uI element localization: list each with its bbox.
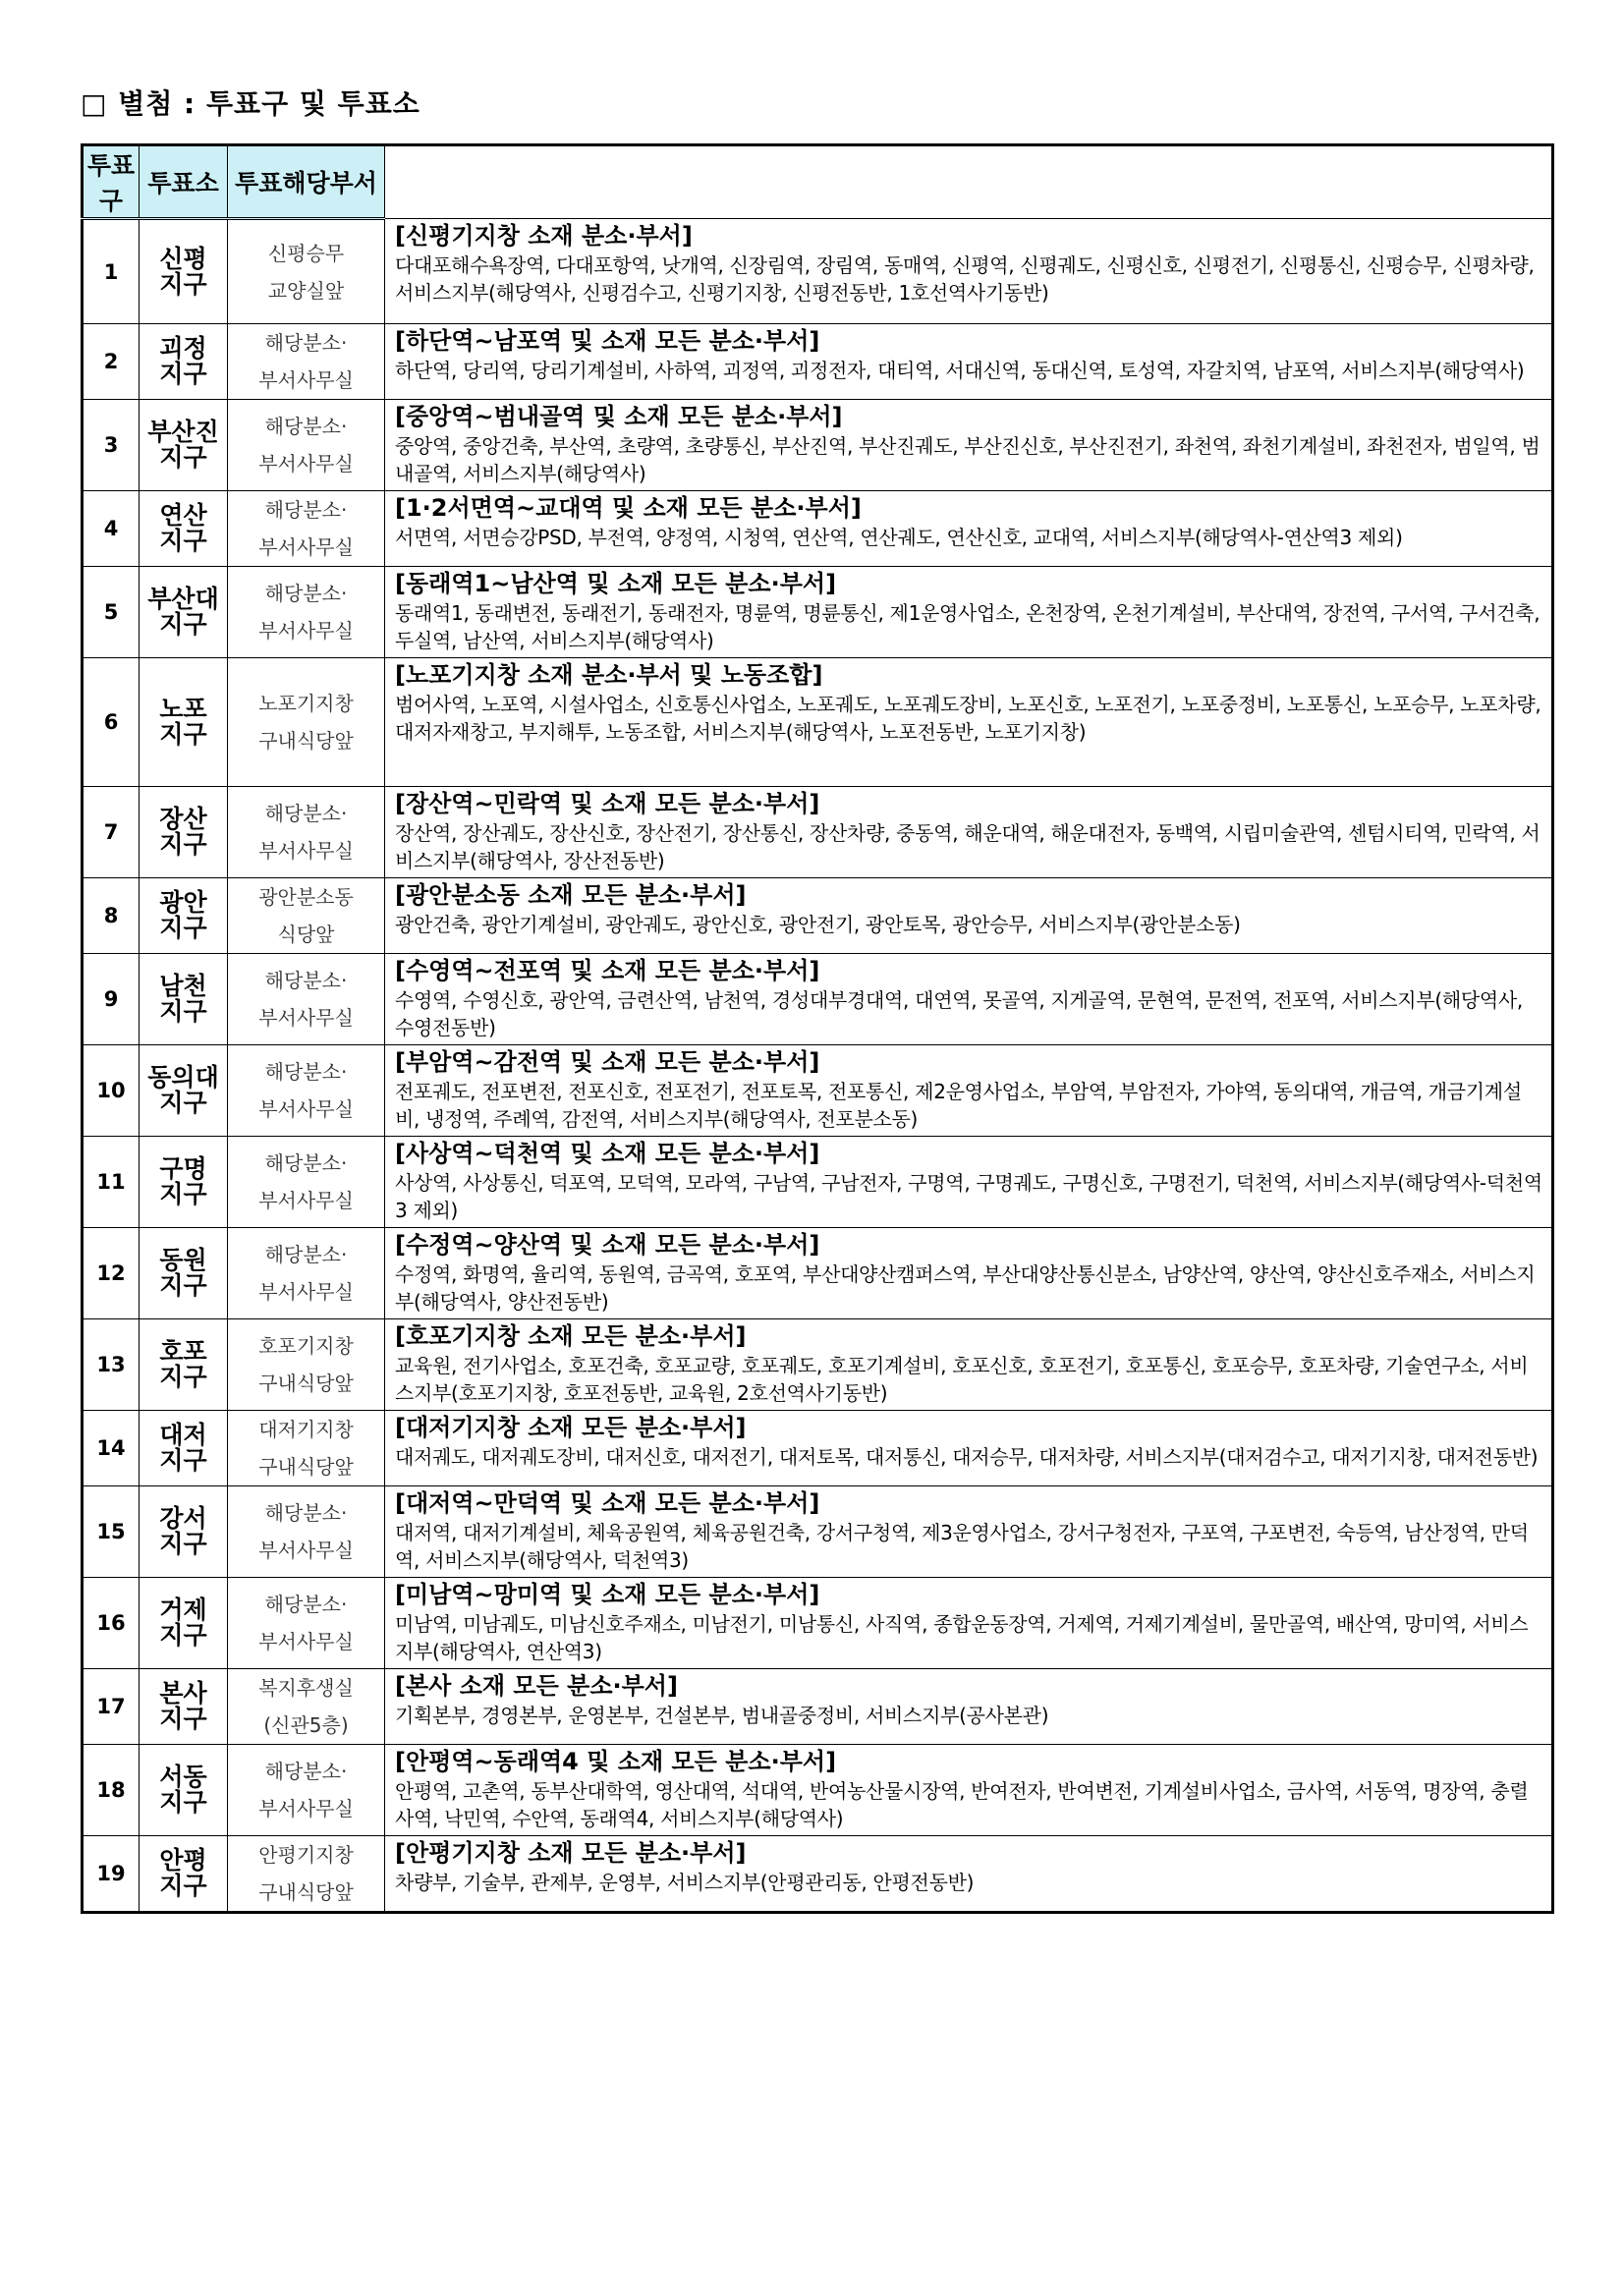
district-name-line1: 본사 xyxy=(159,1679,207,1708)
district-name xyxy=(140,1319,228,1411)
table-row xyxy=(83,400,1553,491)
district-name-line1: 연산 xyxy=(159,501,207,530)
polling-station-line2: 부서사무실 xyxy=(258,1006,354,1030)
district-name xyxy=(140,658,228,787)
department-list: 대저궤도, 대저궤도장비, 대저신호, 대저전기, 대저토목, 대저통신, 대저승무, 대저차량, 서비스지부(대저검수고, 대저기지창, 대저전동반) xyxy=(395,1445,1539,1469)
district-name xyxy=(140,1745,228,1836)
row-number: 13 xyxy=(83,1319,140,1411)
polling-station-line1: 해당분소· xyxy=(264,1501,348,1525)
polling-station xyxy=(228,1745,385,1836)
district-name xyxy=(140,567,228,658)
row-number: 12 xyxy=(83,1228,140,1319)
department-cell xyxy=(385,1319,1553,1411)
district-name-line2: 지구 xyxy=(159,1788,207,1817)
district-name xyxy=(140,787,228,878)
district-name-line2: 지구 xyxy=(159,1621,207,1650)
table-row xyxy=(83,954,1553,1045)
table-row xyxy=(83,878,1553,954)
polling-station xyxy=(228,658,385,787)
district-name-line1: 동원 xyxy=(159,1246,207,1274)
department-cell xyxy=(385,1745,1553,1836)
district-name-line2: 지구 xyxy=(159,914,207,942)
district-name xyxy=(140,1836,228,1913)
polling-station xyxy=(228,219,385,324)
department-list: 다대포해수욕장역, 다대포항역, 낫개역, 신장림역, 장림역, 동매역, 신평역, 신평궤도, 신평신호, 신평전기, 신평통신, 신평승무, 신평차량, 서비스지부(해당역사, 신평검수고, 신평기지창, 신평전동반, 1호선역사기동반) xyxy=(395,253,1535,305)
district-name-line2: 지구 xyxy=(159,527,207,555)
district-name xyxy=(140,954,228,1045)
header-station: 투표소 xyxy=(140,145,228,219)
polling-station xyxy=(228,324,385,400)
district-name-line2: 지구 xyxy=(159,1705,207,1733)
table-header xyxy=(83,145,1553,219)
district-name-line1: 광안 xyxy=(159,888,207,917)
department-heading: [호포기지창 소재 모든 분소·부서] xyxy=(395,1322,747,1350)
polling-station-line1: 신평승무 xyxy=(267,241,345,265)
department-heading: [본사 소재 모든 분소·부서] xyxy=(395,1672,678,1700)
department-cell xyxy=(385,1578,1553,1669)
department-list: 서면역, 서면승강PSD, 부전역, 양정역, 시청역, 연산역, 연산궤도, 연산신호, 교대역, 서비스지부(해당역사-연산역3 제외) xyxy=(395,526,1403,549)
district-name-line1: 부산대 xyxy=(147,585,219,613)
district-name-line2: 지구 xyxy=(159,1363,207,1391)
polling-station-line1: 해당분소· xyxy=(264,331,348,355)
row-number: 9 xyxy=(83,954,140,1045)
polling-station-line2: 부서사무실 xyxy=(258,1280,354,1304)
polling-station xyxy=(228,1228,385,1319)
district-name-line1: 장산 xyxy=(159,805,207,833)
table-row xyxy=(83,1745,1553,1836)
row-number: 15 xyxy=(83,1486,140,1578)
department-list: 기획본부, 경영본부, 운영본부, 건설본부, 범내골중정비, 서비스지부(공사본관) xyxy=(395,1704,1049,1727)
polling-station-line2: 구내식당앞 xyxy=(258,1372,354,1395)
district-name-line2: 지구 xyxy=(159,1271,207,1300)
row-number: 4 xyxy=(83,491,140,567)
polling-station xyxy=(228,1836,385,1913)
polling-station-line2: 부서사무실 xyxy=(258,535,354,559)
polling-station-line2: 부서사무실 xyxy=(258,839,354,863)
department-cell xyxy=(385,567,1553,658)
department-cell xyxy=(385,658,1553,787)
table-row xyxy=(83,1486,1553,1578)
district-name xyxy=(140,400,228,491)
district-name xyxy=(140,1669,228,1745)
row-number: 18 xyxy=(83,1745,140,1836)
department-list: 안평역, 고촌역, 동부산대학역, 영산대역, 석대역, 반여농산물시장역, 반여전자, 반여변전, 기계설비사업소, 금사역, 서동역, 명장역, 충렬사역, 낙민역, 수안역, 동래역4, 서비스지부(해당역사) xyxy=(395,1779,1529,1830)
district-name-line2: 지구 xyxy=(159,610,207,639)
row-number: 10 xyxy=(83,1045,140,1137)
district-name-line1: 남천 xyxy=(159,972,207,1000)
table-body xyxy=(83,219,1553,1913)
district-name-line2: 지구 xyxy=(159,443,207,472)
department-heading: [수정역~양산역 및 소재 모든 분소·부서] xyxy=(395,1231,820,1259)
polling-station-line2: 부서사무실 xyxy=(258,368,354,392)
department-heading: [대저역~만덕역 및 소재 모든 분소·부서] xyxy=(395,1489,820,1517)
polling-station xyxy=(228,1137,385,1228)
district-name-line2: 지구 xyxy=(159,720,207,749)
district-name-line1: 서동 xyxy=(159,1763,207,1791)
district-name-line2: 지구 xyxy=(159,830,207,859)
table-row xyxy=(83,324,1553,400)
polling-table xyxy=(81,143,1554,1914)
polling-station-line1: 해당분소· xyxy=(264,1060,348,1084)
district-name-line1: 부산진 xyxy=(147,418,219,446)
table-row xyxy=(83,1669,1553,1745)
polling-station-line1: 노포기지창 xyxy=(258,692,354,715)
polling-station-line1: 해당분소· xyxy=(264,1760,348,1783)
department-list: 동래역1, 동래변전, 동래전기, 동래전자, 명륜역, 명륜통신, 제1운영사업소, 온천장역, 온천기계설비, 부산대역, 장전역, 구서역, 구서건축, 두실역, 남산역, 서비스지부(해당역사) xyxy=(395,601,1540,652)
table-row xyxy=(83,1836,1553,1913)
department-heading: [부암역~감전역 및 소재 모든 분소·부서] xyxy=(395,1048,820,1076)
polling-station xyxy=(228,491,385,567)
department-cell xyxy=(385,1045,1553,1137)
district-name xyxy=(140,1045,228,1137)
department-list: 하단역, 당리역, 당리기계설비, 사하역, 괴정역, 괴정전자, 대티역, 서대신역, 동대신역, 토성역, 자갈치역, 남포역, 서비스지부(해당역사) xyxy=(395,359,1525,382)
polling-station xyxy=(228,878,385,954)
department-list: 광안건축, 광안기계설비, 광안궤도, 광안신호, 광안전기, 광안토목, 광안승무, 서비스지부(광안분소동) xyxy=(395,913,1241,936)
row-number: 6 xyxy=(83,658,140,787)
row-number: 1 xyxy=(83,219,140,324)
row-number: 19 xyxy=(83,1836,140,1913)
polling-station-line1: 대저기지창 xyxy=(258,1418,354,1441)
row-number: 17 xyxy=(83,1669,140,1745)
district-name xyxy=(140,1578,228,1669)
department-cell xyxy=(385,787,1553,878)
district-name-line1: 동의대 xyxy=(147,1063,219,1092)
polling-station-line1: 해당분소· xyxy=(264,1151,348,1175)
row-number: 5 xyxy=(83,567,140,658)
header-departments: 투표해당부서 xyxy=(228,145,385,219)
department-cell xyxy=(385,1228,1553,1319)
department-list: 장산역, 장산궤도, 장산신호, 장산전기, 장산통신, 장산차량, 중동역, 해운대역, 해운대전자, 동백역, 시립미술관역, 센텀시티역, 민락역, 서비스지부(해당역사, 장산전동반) xyxy=(395,821,1540,872)
district-name xyxy=(140,878,228,954)
department-cell xyxy=(385,324,1553,400)
polling-station-line1: 안평기지창 xyxy=(258,1843,354,1867)
table-row xyxy=(83,567,1553,658)
table-row xyxy=(83,1319,1553,1411)
department-cell xyxy=(385,1411,1553,1486)
table-row xyxy=(83,491,1553,567)
header-district: 투표구 xyxy=(83,145,140,219)
district-name xyxy=(140,491,228,567)
polling-station xyxy=(228,1486,385,1578)
department-list: 미남역, 미남궤도, 미남신호주재소, 미남전기, 미남통신, 사직역, 종합운동장역, 거제역, 거제기계설비, 물만골역, 배산역, 망미역, 서비스지부(해당역사, 연산역3) xyxy=(395,1612,1529,1663)
department-heading: [미남역~망미역 및 소재 모든 분소·부서] xyxy=(395,1581,820,1608)
polling-station-line1: 해당분소· xyxy=(264,498,348,522)
polling-station-line2: 부서사무실 xyxy=(258,1797,354,1820)
district-name-line2: 지구 xyxy=(159,1446,207,1475)
polling-station-line2: 구내식당앞 xyxy=(258,1880,354,1904)
district-name xyxy=(140,1137,228,1228)
department-cell xyxy=(385,1486,1553,1578)
row-number: 11 xyxy=(83,1137,140,1228)
polling-station xyxy=(228,400,385,491)
district-name-line1: 괴정 xyxy=(159,334,207,363)
department-heading: [수영역~전포역 및 소재 모든 분소·부서] xyxy=(395,957,820,984)
polling-station-line1: 해당분소· xyxy=(264,1593,348,1616)
department-list: 중앙역, 중앙건축, 부산역, 초량역, 초량통신, 부산진역, 부산진궤도, 부산진신호, 부산진전기, 좌천역, 좌천기계설비, 좌천전자, 범일역, 범내골역, 서비스지부(해당역사) xyxy=(395,434,1540,485)
department-cell xyxy=(385,954,1553,1045)
department-cell xyxy=(385,1669,1553,1745)
polling-station-line1: 해당분소· xyxy=(264,582,348,605)
polling-station-line1: 해당분소· xyxy=(264,969,348,992)
department-heading: [신평기지창 소재 분소·부서] xyxy=(395,222,693,250)
row-number: 14 xyxy=(83,1411,140,1486)
polling-station xyxy=(228,567,385,658)
polling-station-line2: 구내식당앞 xyxy=(258,729,354,753)
polling-station-line1: 해당분소· xyxy=(264,1243,348,1266)
table-row xyxy=(83,1578,1553,1669)
district-name xyxy=(140,324,228,400)
row-number: 7 xyxy=(83,787,140,878)
table-row xyxy=(83,1045,1553,1137)
polling-station-line2: 부서사무실 xyxy=(258,1630,354,1653)
table-row xyxy=(83,1228,1553,1319)
polling-station-line2: 부서사무실 xyxy=(258,619,354,643)
polling-station xyxy=(228,1669,385,1745)
department-heading: [대저기지창 소재 모든 분소·부서] xyxy=(395,1414,747,1441)
polling-station xyxy=(228,1319,385,1411)
polling-station-line2: 구내식당앞 xyxy=(258,1455,354,1479)
polling-station-line2: (신관5층) xyxy=(263,1713,349,1737)
district-name-line1: 구명 xyxy=(159,1154,207,1183)
row-number: 2 xyxy=(83,324,140,400)
district-name-line2: 지구 xyxy=(159,1530,207,1558)
table-row xyxy=(83,1137,1553,1228)
polling-station-line1: 복지후생실 xyxy=(258,1676,354,1700)
district-name-line1: 안평 xyxy=(159,1846,207,1875)
polling-station-line2: 부서사무실 xyxy=(258,452,354,476)
table-row xyxy=(83,658,1553,787)
page-title: □ 별첨 : 투표구 및 투표소 xyxy=(81,87,420,120)
row-number: 3 xyxy=(83,400,140,491)
table-row xyxy=(83,1411,1553,1486)
department-heading: [노포기지창 소재 분소·부서 및 노동조합] xyxy=(395,661,823,689)
polling-station xyxy=(228,1045,385,1137)
table-row xyxy=(83,787,1553,878)
department-list: 차량부, 기술부, 관제부, 운영부, 서비스지부(안평관리동, 안평전동반) xyxy=(395,1871,975,1894)
department-list: 수정역, 화명역, 율리역, 동원역, 금곡역, 호포역, 부산대양산캠퍼스역, 부산대양산통신분소, 남양산역, 양산역, 양산신호주재소, 서비스지부(해당역사, 양산전동반) xyxy=(395,1262,1536,1314)
department-list: 대저역, 대저기계설비, 체육공원역, 체육공원건축, 강서구청역, 제3운영사업소, 강서구청전자, 구포역, 구포변전, 숙등역, 남산정역, 만덕역, 서비스지부(해당역사, 덕천역3) xyxy=(395,1521,1529,1572)
district-name-line1: 거제 xyxy=(159,1596,207,1624)
department-heading: [중앙역~범내골역 및 소재 모든 분소·부서] xyxy=(395,403,843,430)
department-heading: [안평기지창 소재 모든 분소·부서] xyxy=(395,1839,747,1867)
row-number: 8 xyxy=(83,878,140,954)
department-cell xyxy=(385,1137,1553,1228)
district-name-line2: 지구 xyxy=(159,269,207,299)
district-name-line2: 지구 xyxy=(159,1089,207,1117)
table-row xyxy=(83,219,1553,324)
department-cell xyxy=(385,219,1553,324)
polling-station-line2: 부서사무실 xyxy=(258,1539,354,1562)
district-name-line2: 지구 xyxy=(159,360,207,388)
district-name-line2: 지구 xyxy=(159,1872,207,1900)
department-heading: [광안분소동 소재 모든 분소·부서] xyxy=(395,881,747,909)
district-name-line2: 지구 xyxy=(159,1180,207,1208)
district-name-line1: 호포 xyxy=(159,1337,207,1366)
district-name xyxy=(140,1411,228,1486)
polling-station-line2: 부서사무실 xyxy=(258,1189,354,1212)
polling-station-line1: 해당분소· xyxy=(264,802,348,825)
department-heading: [사상역~덕천역 및 소재 모든 분소·부서] xyxy=(395,1140,820,1167)
district-name-line1: 신평 xyxy=(159,244,207,273)
district-name-line1: 대저 xyxy=(159,1421,207,1449)
department-cell xyxy=(385,491,1553,567)
district-name xyxy=(140,219,228,324)
department-heading: [장산역~민락역 및 소재 모든 분소·부서] xyxy=(395,790,820,817)
department-list: 사상역, 사상통신, 덕포역, 모덕역, 모라역, 구남역, 구남전자, 구명역, 구명궤도, 구명신호, 구명전기, 덕천역, 서비스지부(해당역사-덕천역3 제외) xyxy=(395,1171,1542,1222)
department-list: 범어사역, 노포역, 시설사업소, 신호통신사업소, 노포궤도, 노포궤도장비, 노포신호, 노포전기, 노포중정비, 노포통신, 노포승무, 노포차량, 대저자재창고, 부지해투, 노동조합, 서비스지부(해당역사, 노포전동반, 노포기지창) xyxy=(395,693,1541,744)
polling-station xyxy=(228,954,385,1045)
row-number: 16 xyxy=(83,1578,140,1669)
polling-station-line1: 해당분소· xyxy=(264,415,348,438)
polling-station-line1: 광안분소동 xyxy=(258,885,354,909)
department-cell xyxy=(385,878,1553,954)
department-list: 교육원, 전기사업소, 호포건축, 호포교량, 호포궤도, 호포기계설비, 호포신호, 호포전기, 호포통신, 호포승무, 호포차량, 기술연구소, 서비스지부(호포기지창, 호포전동반, 교육원, 2호선역사기동반) xyxy=(395,1354,1529,1405)
department-heading: [동래역1~남산역 및 소재 모든 분소·부서] xyxy=(395,570,837,597)
district-name-line2: 지구 xyxy=(159,997,207,1026)
district-name xyxy=(140,1486,228,1578)
polling-table-wrapper xyxy=(81,143,1554,1914)
polling-station-line2: 식당앞 xyxy=(277,923,335,946)
polling-station-line1: 호포기지창 xyxy=(258,1334,354,1358)
polling-station xyxy=(228,787,385,878)
department-heading: [안평역~동래역4 및 소재 모든 분소·부서] xyxy=(395,1748,837,1775)
district-name-line1: 노포 xyxy=(159,695,207,723)
polling-station-line2: 부서사무실 xyxy=(258,1097,354,1121)
polling-station xyxy=(228,1578,385,1669)
department-cell xyxy=(385,400,1553,491)
district-name-line1: 강서 xyxy=(159,1504,207,1533)
department-heading: [1·2서면역~교대역 및 소재 모든 분소·부서] xyxy=(395,494,862,522)
department-cell xyxy=(385,1836,1553,1913)
department-heading: [하단역~남포역 및 소재 모든 분소·부서] xyxy=(395,327,820,355)
district-name xyxy=(140,1228,228,1319)
polling-station-line2: 교양실앞 xyxy=(267,278,345,303)
polling-station xyxy=(228,1411,385,1486)
department-list: 전포궤도, 전포변전, 전포신호, 전포전기, 전포토목, 전포통신, 제2운영사업소, 부암역, 부암전자, 가야역, 동의대역, 개금역, 개금기계설비, 냉정역, 주례역, 감전역, 서비스지부(해당역사, 전포분소동) xyxy=(395,1080,1522,1131)
department-list: 수영역, 수영신호, 광안역, 금련산역, 남천역, 경성대부경대역, 대연역, 못골역, 지게골역, 문현역, 문전역, 전포역, 서비스지부(해당역사, 수영전동반) xyxy=(395,988,1523,1039)
